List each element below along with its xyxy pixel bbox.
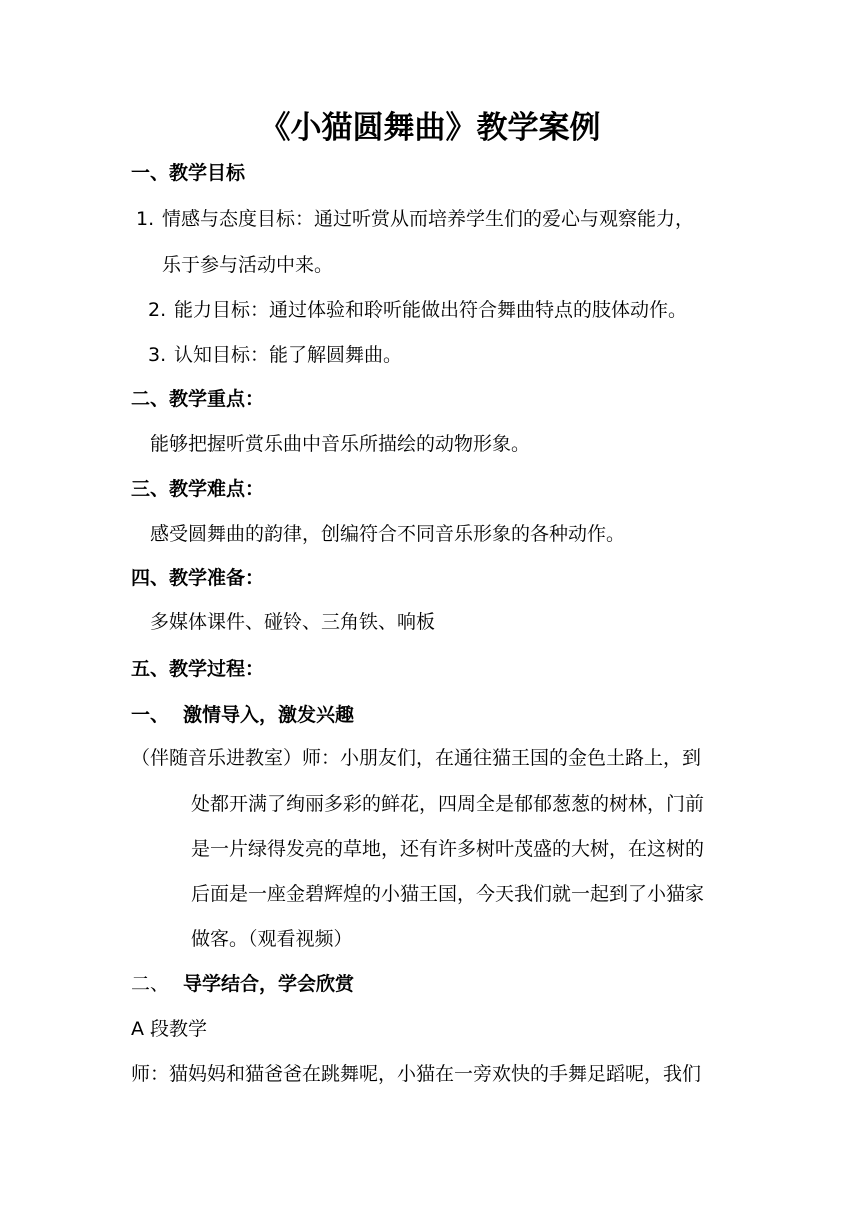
step-2-title: 导学结合，学会欣赏	[183, 973, 355, 995]
heading-teaching-focus: 二、教学重点：	[131, 388, 265, 410]
goal-item-1-line-2: 乐于参与活动中来。	[162, 254, 334, 276]
step-1-title: 激情导入，激发兴趣	[183, 704, 355, 726]
intro-paragraph-line-3: 是一片绿得发亮的草地，还有许多树叶茂盛的大树，在这树的	[191, 838, 705, 860]
goal-item-1-line-1: 情感与态度目标：通过听赏从而培养学生们的爱心与观察能力，	[162, 208, 695, 230]
heading-teaching-process: 五、教学过程：	[131, 658, 265, 680]
teaching-difficulty-text: 感受圆舞曲的韵律，创编符合不同音乐形象的各种动作。	[150, 523, 626, 545]
goal-item-2-text: 能力目标：通过体验和聆听能做出符合舞曲特点的肢体动作。	[174, 299, 688, 321]
teacher-dialogue-line: 师：猫妈妈和猫爸爸在跳舞呢，小猫在一旁欢快的手舞足蹈呢，我们	[131, 1063, 702, 1085]
step-1-number: 一、	[131, 704, 170, 726]
heading-teaching-goals: 一、教学目标	[131, 162, 246, 184]
goal-item-1-number: 1.	[136, 208, 155, 230]
intro-paragraph-line-2: 处都开满了绚丽多彩的鲜花，四周全是郁郁葱葱的树林，门前	[191, 793, 705, 815]
step-2-number: 二、	[131, 973, 170, 995]
intro-paragraph-line-5: 做客。（观看视频）	[191, 928, 353, 950]
subsection-a-teaching: A 段教学	[131, 1018, 208, 1040]
teaching-focus-text: 能够把握听赏乐曲中音乐所描绘的动物形象。	[150, 433, 531, 455]
intro-paragraph-line-1: （伴随音乐进教室）师：小朋友们，在通往猫王国的金色土路上，到	[131, 747, 702, 769]
intro-paragraph-line-4: 后面是一座金碧辉煌的小猫王国，今天我们就一起到了小猫家	[191, 883, 705, 905]
teaching-preparation-text: 多媒体课件、碰铃、三角铁、响板	[150, 611, 436, 633]
goal-item-3-text: 认知目标：能了解圆舞曲。	[174, 344, 403, 366]
document-title: 《小猫圆舞曲》教学案例	[259, 110, 601, 146]
goal-item-3-number: 3.	[148, 344, 167, 366]
heading-teaching-difficulty: 三、教学难点：	[131, 478, 265, 500]
heading-teaching-preparation: 四、教学准备：	[131, 567, 265, 589]
goal-item-2-number: 2.	[148, 299, 167, 321]
